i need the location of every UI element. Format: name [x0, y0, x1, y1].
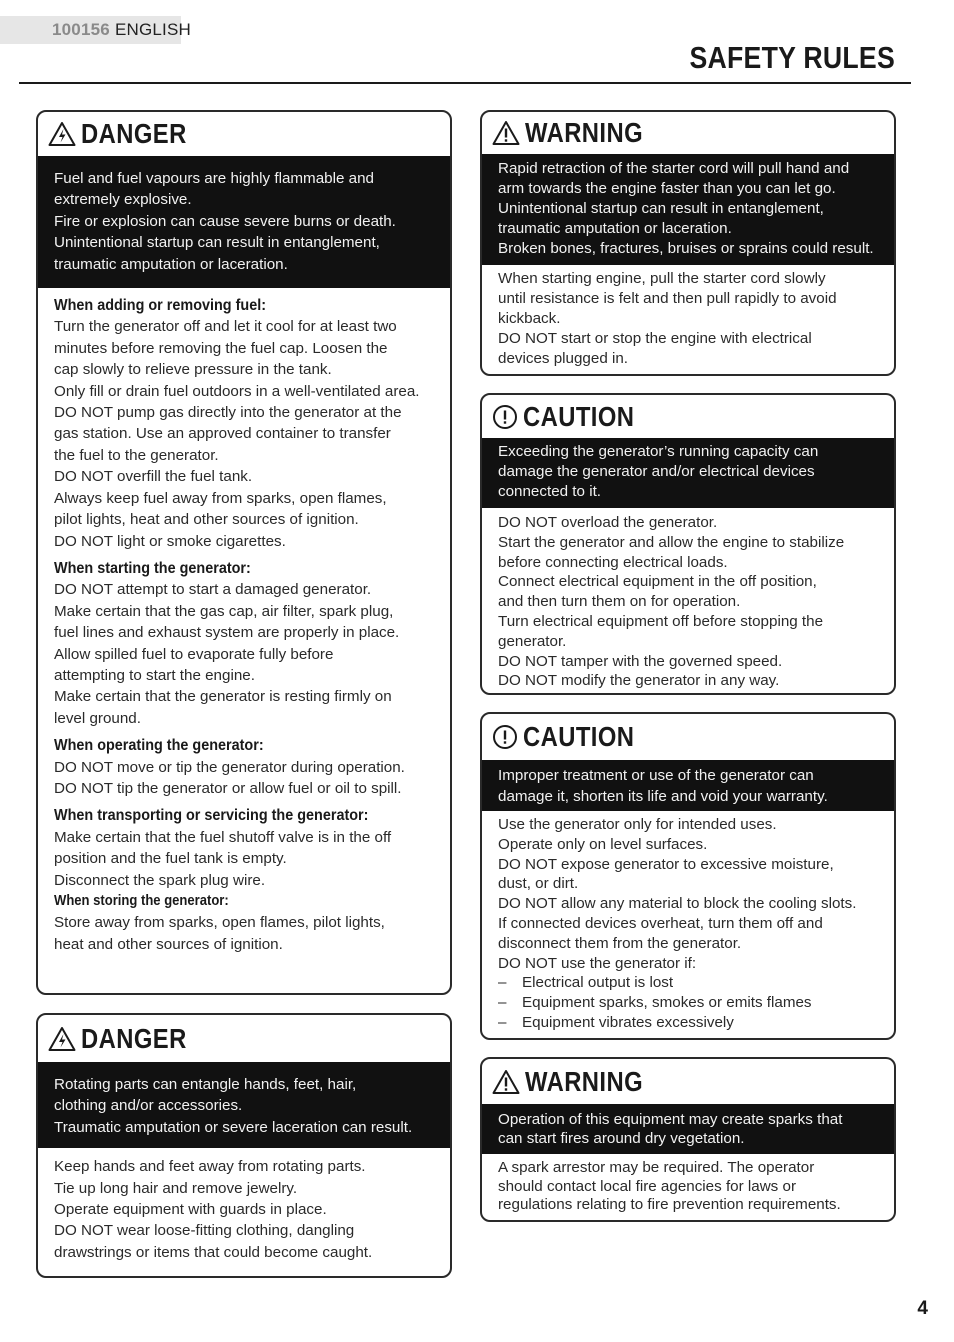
alert-line: traumatic amputation or laceration.: [54, 255, 288, 273]
header-divider: [19, 82, 911, 84]
body-line: Make certain that the generator is resting firmly on: [54, 688, 392, 706]
body-line: DO NOT move or tip the generator during operation.: [54, 758, 405, 776]
alert-line: Traumatic amputation or severe laceration can result.: [54, 1118, 413, 1136]
body-line: the fuel to the generator.: [54, 446, 219, 464]
body-line: heat and other sources of ignition.: [54, 935, 283, 953]
electrical-hazard-warning-triangle-icon: [48, 1026, 76, 1052]
bullet-text: Equipment sparks, smokes or emits flames: [522, 994, 812, 1012]
electrical-hazard-warning-triangle-icon: [48, 121, 76, 147]
body-line: devices plugged in.: [498, 350, 629, 367]
bullet-item: [498, 1013, 878, 1033]
danger-rotating-body: [38, 1148, 450, 1271]
caution-heading: CAUTION: [523, 721, 635, 752]
body-line: attempting to start the engine.: [54, 666, 255, 684]
body-line: DO NOT light or smoke cigarettes.: [54, 532, 286, 550]
danger-fuel-body: [38, 288, 450, 963]
body-line: DO NOT allow any material to block the cooling slots.: [498, 895, 857, 913]
alert-line: Unintentional startup can result in entanglement,: [498, 200, 824, 217]
document-tag: [0, 16, 191, 44]
document-language: ENGLISH: [114, 20, 191, 39]
warning-starter-cord-header: [482, 112, 894, 154]
caution-capacity-box: [480, 393, 896, 695]
bullet-dash: –: [498, 974, 507, 992]
warning-starter-cord-alert: [482, 154, 894, 265]
section-heading: When operating the generator:: [54, 737, 264, 755]
section-heading: When storing the generator:: [54, 893, 229, 909]
alert-line: can start fires around dry vegetation.: [498, 1129, 745, 1147]
warning-sparks-alert: [482, 1104, 894, 1154]
body-line: drawstrings or items that could become caught.: [54, 1243, 373, 1261]
danger-fuel-box: [36, 110, 452, 995]
body-line: DO NOT overload the generator.: [498, 514, 718, 531]
bullet-text: Electrical output is lost: [522, 974, 674, 992]
section-heading: When transporting or servicing the generator:: [54, 807, 369, 825]
alert-line: Fuel and fuel vapours are highly flammable and: [54, 170, 374, 187]
danger-fuel-alert: [38, 156, 450, 288]
alert-line: traumatic amputation or laceration.: [498, 220, 732, 237]
warning-heading: WARNING: [525, 1065, 644, 1097]
body-line: DO NOT tip the generator or allow fuel or oil to spill.: [54, 779, 402, 797]
warning-sparks-body: [482, 1154, 894, 1222]
body-line: regulations relating to fire prevention requirements.: [498, 1196, 841, 1213]
body-line: kickback.: [498, 310, 561, 327]
body-line: Operate only on level surfaces.: [498, 835, 708, 853]
body-line: DO NOT expose generator to excessive moisture,: [498, 855, 834, 873]
page-title: SAFETY RULES: [689, 40, 895, 75]
caution-improper-use-box: [480, 712, 896, 1040]
bullet-dash: –: [498, 994, 507, 1012]
body-line: Only fill or drain fuel outdoors in a well-ventilated area.: [54, 382, 420, 400]
danger-heading: DANGER: [81, 118, 187, 149]
body-line: disconnect them from the generator.: [498, 934, 742, 952]
body-line: before connecting electrical loads.: [498, 553, 728, 571]
caution-improper-use-header: [482, 714, 894, 760]
body-line: level ground.: [54, 709, 141, 727]
body-line: generator.: [498, 632, 567, 650]
body-line: minutes before removing the fuel cap. Loosen the: [54, 339, 388, 357]
alert-line: connected to it.: [498, 483, 602, 500]
alert-line: damage it, shorten its life and void your warranty.: [498, 788, 828, 805]
alert-line: Fire or explosion can cause severe burns or death.: [54, 212, 396, 230]
alert-line: Rapid retraction of the starter cord will pull hand and: [498, 160, 850, 177]
body-line: Tie up long hair and remove jewelry.: [54, 1179, 298, 1197]
body-line: Turn the generator off and let it cool for at least two: [54, 318, 397, 336]
body-line: and then turn them on for operation.: [498, 593, 741, 611]
exclamation-warning-triangle-icon: [492, 120, 520, 146]
page-number: 4: [917, 1298, 928, 1319]
body-line: dust, or dirt.: [498, 875, 579, 893]
caution-improper-use-alert: [482, 760, 894, 811]
body-line: Keep hands and feet away from rotating parts.: [54, 1158, 366, 1176]
danger-rotating-box: [36, 1013, 452, 1278]
body-line: DO NOT start or stop the engine with electrical: [498, 330, 812, 347]
danger-fuel-header: [38, 112, 450, 156]
body-line: If connected devices overheat, turn them off and: [498, 914, 823, 932]
body-line: Allow spilled fuel to evaporate fully before: [54, 645, 334, 663]
body-line: DO NOT modify the generator in any way.: [498, 672, 780, 690]
bullet-item: [498, 993, 878, 1013]
body-line: position and the fuel tank is empty.: [54, 850, 287, 868]
alert-line: Broken bones, fractures, bruises or sprains could result.: [498, 240, 874, 257]
alert-line: Exceeding the generator’s running capacity can: [498, 443, 819, 460]
body-line: When starting engine, pull the starter cord slowly: [498, 270, 826, 287]
document-number: 100156: [52, 20, 110, 39]
body-line: gas station. Use an approved container to transfer: [54, 425, 391, 443]
body-line: Use the generator only for intended uses.: [498, 816, 777, 833]
bullet-item: [498, 973, 878, 993]
alert-line: clothing and/or accessories.: [54, 1097, 243, 1115]
section-heading: When starting the generator:: [54, 559, 251, 577]
danger-rotating-header: [38, 1015, 450, 1062]
body-line: DO NOT use the generator if:: [498, 954, 697, 972]
body-line: Always keep fuel away from sparks, open flames,: [54, 489, 387, 507]
alert-line: Improper treatment or use of the generator can: [498, 767, 814, 784]
warning-starter-cord-box: [480, 110, 896, 376]
bullet-dash: –: [498, 1013, 507, 1031]
body-line: pilot lights, heat and other sources of ignition.: [54, 511, 359, 529]
caution-capacity-header: [482, 395, 894, 438]
body-line: Turn electrical equipment off before stopping the: [498, 612, 824, 630]
exclamation-circle-icon: [492, 404, 518, 430]
warning-sparks-box: [480, 1057, 896, 1222]
body-line: DO NOT attempt to start a damaged generator.: [54, 581, 372, 599]
exclamation-warning-triangle-icon: [492, 1069, 520, 1095]
body-line: Make certain that the fuel shutoff valve is in the off: [54, 828, 392, 846]
body-line: DO NOT pump gas directly into the generator at the: [54, 404, 402, 422]
alert-line: Operation of this equipment may create sparks that: [498, 1111, 843, 1128]
danger-rotating-alert: [38, 1062, 450, 1148]
body-line: until resistance is felt and then pull rapidly to avoid: [498, 290, 837, 307]
caution-capacity-alert: [482, 438, 894, 508]
body-line: DO NOT wear loose-fitting clothing, dangling: [54, 1222, 355, 1240]
body-line: Make certain that the gas cap, air filter, spark plug,: [54, 602, 394, 620]
alert-line: extremely explosive.: [54, 191, 192, 209]
warning-heading: WARNING: [525, 117, 644, 148]
bullet-text: Equipment vibrates excessively: [522, 1013, 734, 1031]
body-line: Connect electrical equipment in the off position,: [498, 573, 817, 591]
caution-heading: CAUTION: [523, 400, 635, 432]
alert-line: Rotating parts can entangle hands, feet, hair,: [54, 1076, 357, 1093]
body-line: DO NOT overfill the fuel tank.: [54, 468, 253, 486]
section-heading: When adding or removing fuel:: [54, 297, 267, 315]
alert-line: damage the generator and/or electrical devices: [498, 463, 815, 480]
warning-starter-cord-body: [482, 265, 894, 376]
body-line: Start the generator and allow the engine to stabilize: [498, 533, 845, 551]
danger-heading: DANGER: [81, 1022, 187, 1054]
body-line: A spark arrestor may be required. The operator: [498, 1159, 815, 1176]
alert-line: arm towards the engine faster than you can let go.: [498, 180, 836, 197]
body-line: DO NOT tamper with the governed speed.: [498, 652, 783, 670]
body-line: Disconnect the spark plug wire.: [54, 871, 266, 889]
alert-line: Unintentional startup can result in entanglement,: [54, 234, 380, 252]
body-line: should contact local fire agencies for laws or: [498, 1177, 796, 1195]
body-line: Operate equipment with guards in place.: [54, 1201, 327, 1219]
body-line: cap slowly to relieve pressure in the tank.: [54, 361, 332, 379]
warning-sparks-header: [482, 1059, 894, 1104]
body-line: fuel lines and exhaust system are properly in place.: [54, 624, 400, 642]
body-line: Store away from sparks, open flames, pilot lights,: [54, 914, 385, 932]
exclamation-circle-icon: [492, 724, 518, 750]
caution-capacity-body: [482, 508, 894, 695]
caution-improper-use-body: [482, 811, 894, 1040]
